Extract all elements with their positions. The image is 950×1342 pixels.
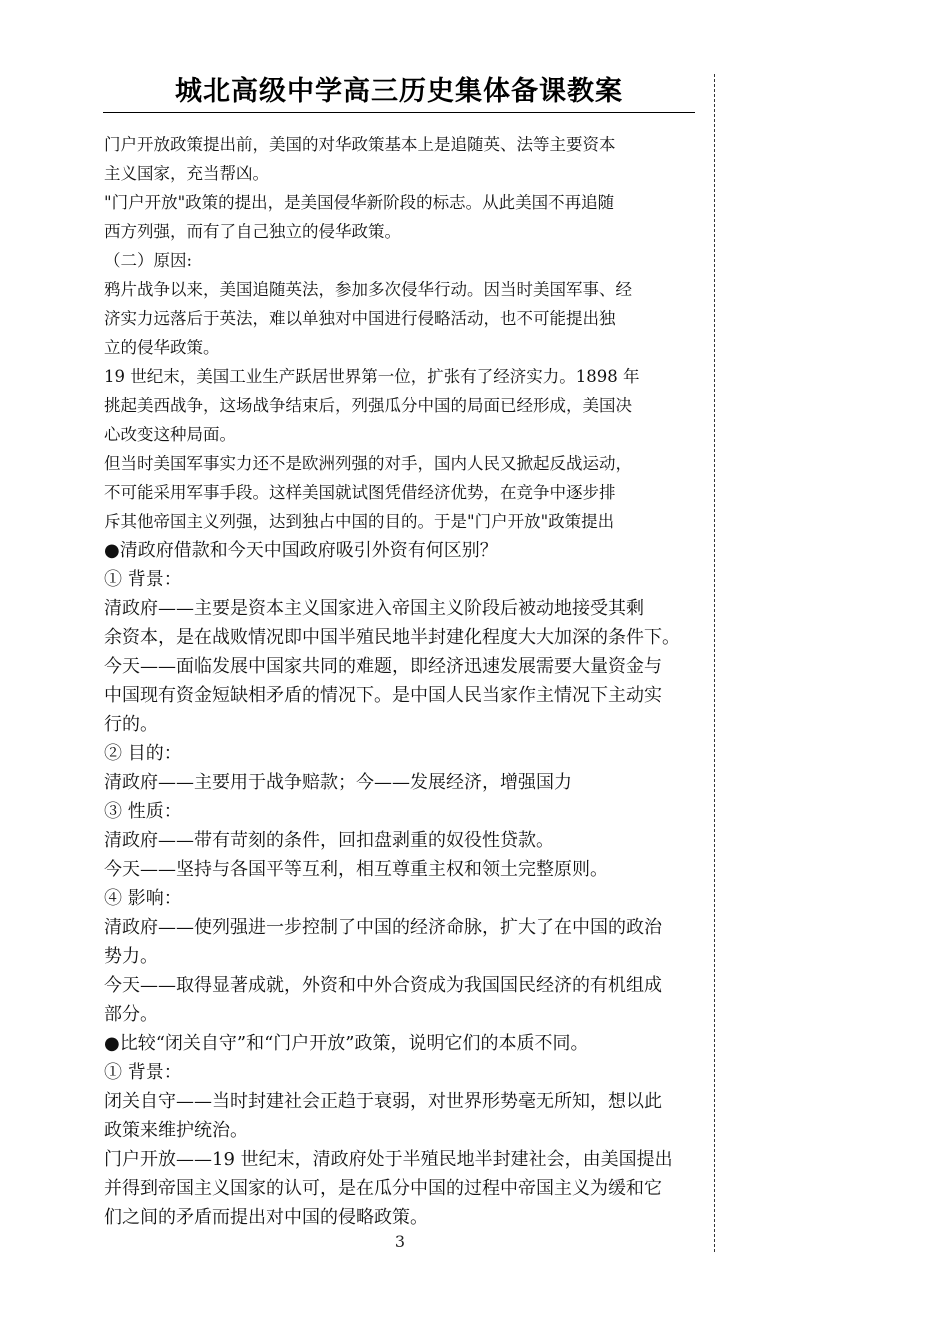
text-line: 政策来维护统治。 <box>104 1120 248 1141</box>
text-line: 并得到帝国主义国家的认可，是在瓜分中国的过程中帝国主义为缓和它 <box>104 1178 662 1199</box>
text-line: 但当时美国军事实力还不是欧洲列强的对手，国内人民又掀起反战运动， <box>104 454 632 473</box>
question-heading: ●比较“闭关自守”和“门户开放”政策，说明它们的本质不同。 <box>104 1033 589 1054</box>
text-line: 清政府——主要用于战争赔款；今——发展经济，增强国力 <box>104 772 572 793</box>
text-line: 部分。 <box>104 1004 158 1025</box>
text-line: 斥其他帝国主义列强，达到独占中国的目的。于是"门户开放"政策提出 <box>104 512 615 531</box>
text-line: 不可能采用军事手段。这样美国就试图凭借经济优势，在竞争中逐步排 <box>104 483 616 502</box>
text-line: 闭关自守——当时封建社会正趋于衰弱，对世界形势毫无所知，想以此 <box>104 1091 662 1112</box>
text-line: 清政府——主要是资本主义国家进入帝国主义阶段后被动地接受其剩 <box>104 598 644 619</box>
text-line: 门户开放——19 世纪末，清政府处于半殖民地半封建社会，由美国提出 <box>104 1149 673 1170</box>
subheading-purpose: ② 目的： <box>104 743 182 764</box>
text-line: "门户开放"政策的提出，是美国侵华新阶段的标志。从此美国不再追随 <box>104 193 615 212</box>
document-body <box>104 130 696 1232</box>
document-title: 城北高级中学高三历史集体备课教案 <box>175 76 623 107</box>
subheading-background: ① 背景： <box>104 1062 182 1083</box>
text-line: 今天——取得显著成就，外资和中外合资成为我国国民经济的有机组成 <box>104 975 662 996</box>
text-line: 中国现有资金短缺相矛盾的情况下。是中国人民当家作主情况下主动实 <box>104 685 662 706</box>
text-line: 门户开放政策提出前，美国的对华政策基本上是追随英、法等主要资本 <box>104 135 616 154</box>
subheading-nature: ③ 性质： <box>104 801 182 822</box>
text-line: 清政府——使列强进一步控制了中国的经济命脉，扩大了在中国的政治 <box>104 917 662 938</box>
text-line: 清政府——带有苛刻的条件，回扣盘剥重的奴役性贷款。 <box>104 830 554 851</box>
text-line: 鸦片战争以来，美国追随英法，参加多次侵华行动。因当时美国军事、经 <box>104 280 632 299</box>
text-line: 余资本，是在战败情况即中国半殖民地半封建化程度大大加深的条件下。 <box>104 627 680 648</box>
text-line: 们之间的矛盾而提出对中国的侵略政策。 <box>104 1207 428 1228</box>
text-line: 济实力远落后于英法，难以单独对中国进行侵略活动，也不可能提出独 <box>104 309 616 328</box>
text-line: 今天——坚持与各国平等互利，相互尊重主权和领土完整原则。 <box>104 859 608 880</box>
text-line: 行的。 <box>104 714 158 735</box>
text-line: 主义国家，充当帮凶。 <box>104 164 269 183</box>
text-line: 立的侵华政策。 <box>104 338 220 357</box>
section-heading: （二）原因: <box>104 251 193 270</box>
text-line: 心改变这种局面。 <box>104 425 236 444</box>
question-heading: ●清政府借款和今天中国政府吸引外资有何区别？ <box>104 540 498 561</box>
text-line: 挑起美西战争，这场战争结束后，列强瓜分中国的局面已经形成，美国决 <box>104 396 632 415</box>
text-line: 19 世纪末，美国工业生产跃居世界第一位，扩张有了经济实力。1898 年 <box>104 367 640 386</box>
text-line: 今天——面临发展中国家共同的难题，即经济迅速发展需要大量资金与 <box>104 656 662 677</box>
subheading-impact: ④ 影响： <box>104 888 182 909</box>
page-number: 3 <box>394 1232 406 1251</box>
text-line: 势力。 <box>104 946 158 967</box>
page-header <box>103 74 695 113</box>
subheading-background: ① 背景： <box>104 569 182 590</box>
text-line: 西方列强，而有了自己独立的侵华政策。 <box>104 222 401 241</box>
dashed-cut-line <box>714 74 715 1252</box>
